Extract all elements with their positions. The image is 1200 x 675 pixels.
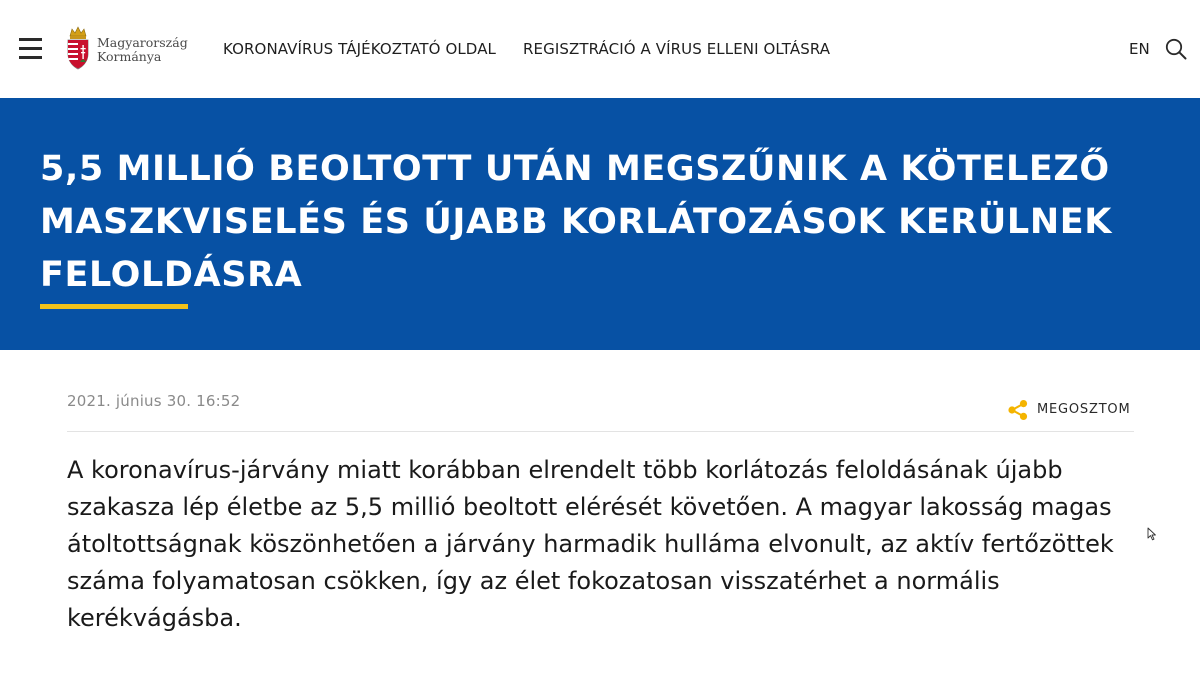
search-icon[interactable]: [1165, 38, 1187, 60]
nav-link-vaccine-registration[interactable]: REGISZTRÁCIÓ A VÍRUS ELLENI OLTÁSRA: [523, 40, 831, 58]
logo-line-1: Magyarország: [97, 35, 188, 50]
hamburger-menu-icon[interactable]: [19, 38, 42, 60]
top-navigation: [0, 0, 1200, 98]
share-label: MEGOSZTOM: [1037, 402, 1131, 417]
logo-line-2: Kormánya: [97, 49, 162, 64]
article-lead: A koronavírus-járvány miatt korábban elrendelt több korlátozás feloldásának újabb szakasza lép életbe az 5,5 millió beoltott elérését követően. A magyar lakosság magas átoltottságnak köszönhetően a járvány harmadik hulláma elvonult, az aktív fertőzöttek száma folyamatosan csökken, így az élet fokozatosan visszatérhet a normális kerékvágásba.: [67, 456, 1114, 632]
nav-link-koronavirus-info[interactable]: KORONAVÍRUS TÁJÉKOZTATÓ OLDAL: [223, 40, 497, 58]
language-switch[interactable]: EN: [1129, 40, 1150, 58]
meta-divider: [67, 431, 1134, 432]
hungarian-coat-of-arms-icon: [64, 24, 92, 72]
title-accent-bar: [40, 304, 188, 309]
share-icon: [1007, 399, 1029, 421]
article-hero: [0, 98, 1200, 350]
mouse-cursor-icon: [1147, 527, 1157, 541]
government-logo[interactable]: [64, 24, 204, 74]
article-title: 5,5 MILLIÓ BEOLTOTT UTÁN MEGSZŰNIK A KÖTELEZŐ MASZKVISELÉS ÉS ÚJABB KORLÁTOZÁSOK KERÜLNEK FELOLDÁSRA: [40, 149, 1112, 295]
publish-date: 2021. június 30. 16:52: [67, 392, 241, 410]
logo-text: [97, 36, 188, 64]
